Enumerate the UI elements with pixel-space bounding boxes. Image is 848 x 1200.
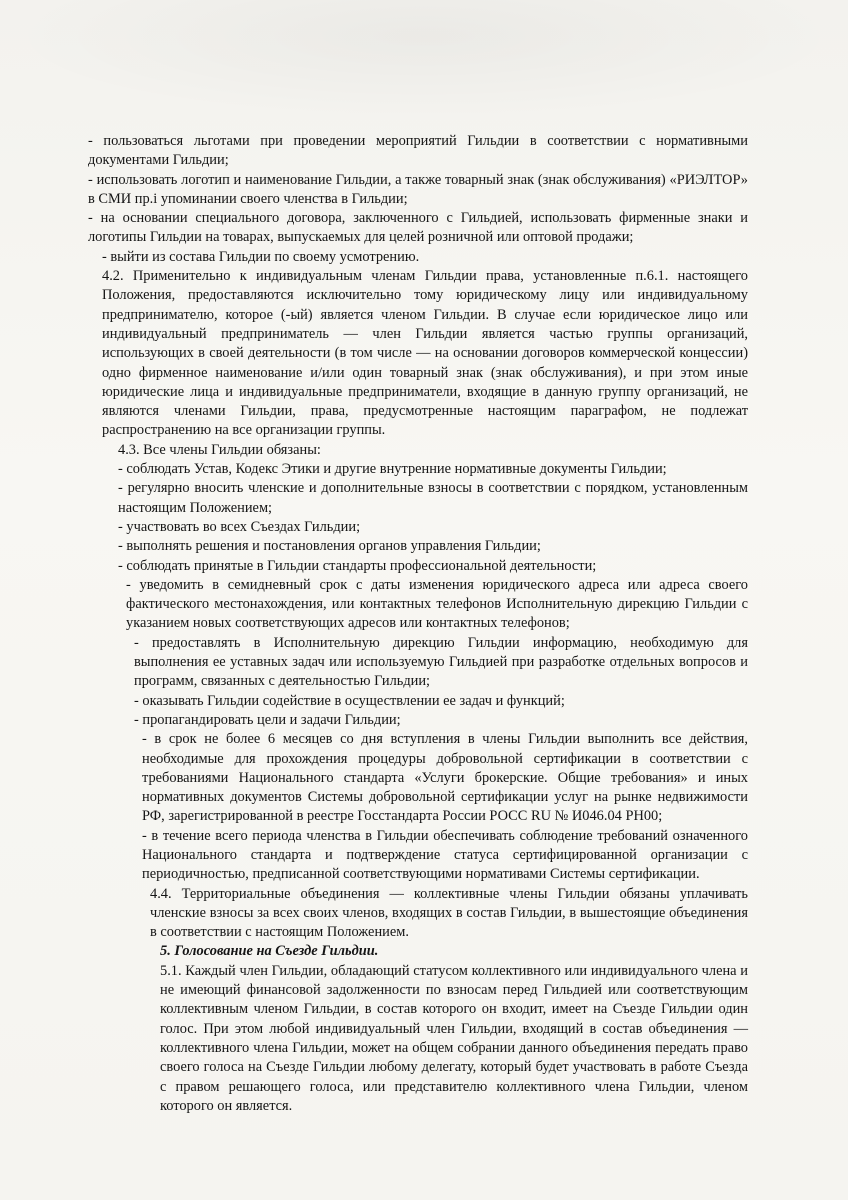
- paragraph-rights-benefits: - пользоваться льготами при проведении мероприятий Гильдии в соответствии с нормативными документами Гильдии;: [88, 133, 748, 169]
- paragraph-rights-trademarks: - на основании специального договора, заключенного с Гильдией, использовать фирменные знаки и логотипы Гильдии на товарах, выпускаемых для целей розничной или оптовой продажи;: [88, 210, 748, 246]
- paragraph-rights-exit: - выйти из состава Гильдии по своему усмотрению.: [102, 248, 420, 265]
- paragraph-4-4: 4.4. Территориальные объединения — коллективные члены Гильдии обязаны уплачивать членские взносы за всех своих членов, входящих в состав Гильдии, в вышестоящие объединения в соответствии с настоящим Положением.: [150, 885, 748, 941]
- scan-shadow: [0, 0, 848, 120]
- paragraph-duty-standard-compliance: - в течение всего периода членства в Гильдии обеспечивать соблюдение требований означенного Национального стандарта и подтверждение статуса сертифицированной организации с периодичностью, предписанной соответствующими нормативами Системы сертификации.: [142, 827, 748, 883]
- document-body: [88, 132, 748, 1116]
- paragraph-duty-decisions: - выполнять решения и постановления органов управления Гильдии;: [118, 538, 541, 555]
- paragraph-rights-logo: - использовать логотип и наименование Гильдии, а также товарный знак (знак обслуживания) «РИЭЛТОР» в СМИ пр.і упоминании своего членства в Гильдии;: [88, 171, 748, 207]
- paragraph-4-3: 4.3. Все члены Гильдии обязаны:: [118, 441, 321, 458]
- paragraph-duty-inform: - предоставлять в Исполнительную дирекцию Гильдии информацию, необходимую для выполнения ее уставных задач или используемую Гильдией при разработке отдельных вопросов и программ, связанных с деятельностью Гильдии;: [134, 634, 748, 690]
- paragraph-duty-assist: - оказывать Гильдии содействие в осуществлении ее задач и функций;: [134, 692, 565, 709]
- section-heading-voting: 5. Голосование на Съезде Гильдии.: [160, 943, 379, 960]
- paragraph-duty-certification: - в срок не более 6 месяцев со дня вступления в члены Гильдии выполнить все действия, необходимые для прохождения процедуры добровольной сертификации в соответствии с требованиями Национального стандарта «Услуги брокерские. Общие требования» и иных нормативных документов Системы добровольной сертификации услуг на рынке недвижимости РФ, зарегистрированной в реестре Госстандарта России РОСС RU № И046.04 РН00;: [142, 731, 748, 825]
- paragraph-duty-fees: - регулярно вносить членские и дополнительные взносы в соответствии с порядком, установленным настоящим Положением;: [118, 480, 748, 516]
- paragraph-duty-notify: - уведомить в семидневный срок с даты изменения юридического адреса или адреса своего фактического местонахождения, или контактных телефонов Исполнительную дирекцию Гильдии с указанием новых соответствующих адресов или контактных телефонов;: [126, 576, 748, 632]
- paragraph-duty-congress: - участвовать во всех Съездах Гильдии;: [118, 518, 361, 535]
- paragraph-duty-comply: - соблюдать Устав, Кодекс Этики и другие внутренние нормативные документы Гильдии;: [118, 461, 667, 478]
- paragraph-5-1: 5.1. Каждый член Гильдии, обладающий статусом коллективного или индивидуального члена и не имеющий финансовой задолженности по взносам перед Гильдией или соответствующим коллективным членом Гильдии, в состав которого он входит, имеет на Съезде Гильдии один голос. При этом любой индивидуальный член Гильдии, входящий в состав объединения — коллективного члена Гильдии, может на общем собрании данного объединения передать право своего голоса на Съезде Гильдии любому делегату, который будет участвовать в работе Съезда с правом решающего голоса, или представителю коллективного члена Гильдии, членом которого он является.: [160, 962, 748, 1114]
- paragraph-4-2: 4.2. Применительно к индивидуальным членам Гильдии права, установленные п.6.1. настоящего Положения, предоставляются исключительно тому юридическому лицу или индивидуальному предпринимателю, которое (-ый) является членом Гильдии. В случае если юридическое лицо или индивидуальный предприниматель — член Гильдии является частью группы организаций, использующих в своей деятельности (в том числе — на основании договоров коммерческой концессии) одно фирменное наименование и/или один товарный знак (знак обслуживания), и при этом иные юридические лица и индивидуальные предприниматели, входящие в данную группу организаций, не являются членами Гильдии, права, предусмотренные настоящим параграфом, не подлежат распространению на все организации группы.: [102, 268, 748, 439]
- paragraph-duty-promote: - пропагандировать цели и задачи Гильдии;: [134, 711, 401, 728]
- paragraph-duty-standards: - соблюдать принятые в Гильдии стандарты профессиональной деятельности;: [118, 557, 597, 574]
